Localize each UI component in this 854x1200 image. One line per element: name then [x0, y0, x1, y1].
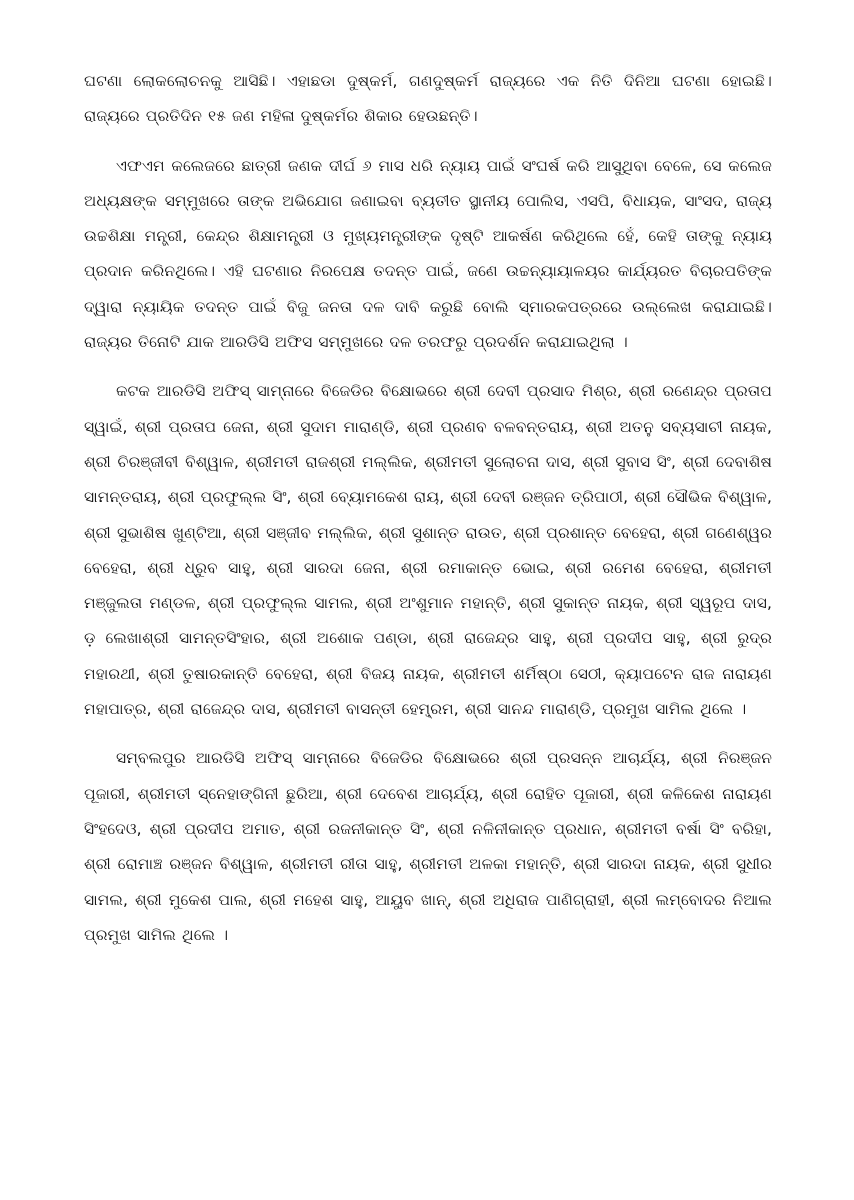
paragraph-gap: [84, 135, 772, 149]
paragraph-cuttack-protest: କଟକ ଆରଡିସି ଅଫିସ୍ ସାମ୍ନାରେ ବିଜେଡିର ବିକ୍ଷୋଭରେ ଶ୍ରୀ ଦେବୀ ପ୍ରସାଦ ମିଶ୍ର, ଶ୍ରୀ ରଣେନ୍ଦ୍ର ପ୍ରତାପ ସ୍ୱାଇଁ, ଶ୍ରୀ ପ୍ରତାପ ଜେନା, ଶ୍ରୀ ସୁଦାମ ମାରାଣ୍ଡି, ଶ୍ରୀ ପ୍ରଣବ ବଳବନ୍ତରାୟ, ଶ୍ରୀ ଅତନୁ ସବ୍ୟସାଚୀ ନାୟକ, ଶ୍ରୀ ଚିରଞ୍ଜୀବୀ ବିଶ୍ୱାଳ, ଶ୍ରୀମତୀ ରାଜଶ୍ରୀ ମଲ୍ଲିକ, ଶ୍ରୀମତୀ ସୁଲୋଚନା ଦାସ, ଶ୍ରୀ ସୁବାସ ସିଂ, ଶ୍ରୀ ଦେବାଶିଷ ସାମନ୍ତରାୟ, ଶ୍ରୀ ପ୍ରଫୁଲ୍ଲ ସିଂ, ଶ୍ରୀ ବ୍ୟୋମକେଶ ରାୟ, ଶ୍ରୀ ଦେବୀ ରଞ୍ଜନ ତ୍ରିପାଠୀ, ଶ୍ରୀ ସୌଭିକ ବିଶ୍ୱାଳ, ଶ୍ରୀ ସୁଭାଶିଷ ଖୁଣ୍ଟିଆ, ଶ୍ରୀ ସଞ୍ଜୀବ ମଲ୍ଲିକ, ଶ୍ରୀ ସୁଶାନ୍ତ ରାଉତ, ଶ୍ରୀ ପ୍ରଶାନ୍ତ ବେହେରା, ଶ୍ରୀ ଗଣେଶ୍ୱର ବେହେରା, ଶ୍ରୀ ଧ୍ରୁବ ସାହୁ, ଶ୍ରୀ ସାରଦା ଜେନା, ଶ୍ରୀ ରମାକାନ୍ତ ଭୋଇ, ଶ୍ରୀ ରମେଶ ବେହେରା, ଶ୍ରୀମତୀ ମଞ୍ଜୁଲତା ମଣ୍ଡଳ, ଶ୍ରୀ ପ୍ରଫୁଲ୍ଲ ସାମଲ, ଶ୍ରୀ ଅଂଶୁମାନ ମହାନ୍ତି, ଶ୍ରୀ ସୁକାନ୍ତ ନାୟକ, ଶ୍ରୀ ସ୍ୱରୂପ ଦାସ, ଡ଼ ଲେଖାଶ୍ରୀ ସାମନ୍ତସିଂହାର, ଶ୍ରୀ ଅଶୋକ ପଣ୍ଡା, ଶ୍ରୀ ରାଜେନ୍ଦ୍ର ସାହୁ, ଶ୍ରୀ ପ୍ରଦୀପ ସାହୁ, ଶ୍ରୀ ରୁଦ୍ର ମହାରଥୀ, ଶ୍ରୀ ତୁଷାରକାନ୍ତି ବେହେରା, ଶ୍ରୀ ବିଜୟ ନାୟକ, ଶ୍ରୀମତୀ ଶର୍ମିଷ୍ଠା ସେଠୀ, କ୍ୟାପଟେନ ରାଜ ନାରାୟଣ ମହାପାତ୍ର, ଶ୍ରୀ ରାଜେନ୍ଦ୍ର ଦାସ, ଶ୍ରୀମତୀ ବାସନ୍ତୀ ହେମ୍ବ୍ରମ, ଶ୍ରୀ ସାନନ୍ଦ ମାରାଣ୍ଡି, ପ୍ରମୁଖ ସାମିଲ ଥିଲେ ।: [84, 382, 772, 719]
paragraph-sambalpur-protest: ସମ୍ବଲପୁର ଆରଡିସି ଅଫିସ୍ ସାମ୍ନାରେ ବିଜେଡିର ବିକ୍ଷୋଭରେ ଶ୍ରୀ ପ୍ରସନ୍ନ ଆଚାର୍ଯ୍ୟ, ଶ୍ରୀ ନିରଞ୍ଜନ ପୂଜାରୀ, ଶ୍ରୀମତୀ ସ୍ନେହାଙ୍ଗିନୀ ଛୁରିଆ, ଶ୍ରୀ ଦେବେଶ ଆଚାର୍ଯ୍ୟ, ଶ୍ରୀ ରୋହିତ ପୂଜାରୀ, ଶ୍ରୀ କଳିକେଶ ନାରାୟଣ ସିଂହଦେଓ, ଶ୍ରୀ ପ୍ରଦୀପ ଅମାତ, ଶ୍ରୀ ରଜନୀକାନ୍ତ ସିଂ, ଶ୍ରୀ ନଳିନୀକାନ୍ତ ପ୍ରଧାନ, ଶ୍ରୀମତୀ ବର୍ଷା ସିଂ ବରିହା, ଶ୍ରୀ ରୋମାଞ୍ଚ ରଞ୍ଜନ ବିଶ୍ୱାଳ, ଶ୍ରୀମତୀ ରୀତା ସାହୁ, ଶ୍ରୀମତୀ ଅଳକା ମହାନ୍ତି, ଶ୍ରୀ ସାରଦା ନାୟକ, ଶ୍ରୀ ସୁଧୀର ସାମଲ, ଶ୍ରୀ ମୁକେଶ ପାଲ, ଶ୍ରୀ ମହେଶ ସାହୁ, ଆୟୁବ ଖାନ୍, ଶ୍ରୀ ଅଧିରାଜ ପାଣିଗ୍ରାହୀ, ଶ୍ରୀ ଲମ୍ବୋଦର ନିଆଲ ପ୍ରମୁଖ ସାମିଲ ଥିଲେ ।: [84, 749, 772, 944]
paragraph-gap: [84, 360, 772, 374]
paragraph-intro: ଘଟଣା ଲୋକଲୋଚନକୁ ଆସିଛି। ଏହାଛଡା ଦୁଷ୍କର୍ମ, ଗଣଦୁଷ୍କର୍ମ ରାଜ୍ୟରେ ଏକ ନିତି ଦିନିଆ ଘଟଣା ହୋଇଛି। ରାଜ୍ୟରେ ପ୍ରତିଦିନ ୧୫ ଜଣ ମହିଳା ଦୁଷ୍କର୍ମର ଶିକାର ହେଉଛନ୍ତି।: [84, 72, 772, 126]
paragraph-fm-college: ଏଫଏମ କଲେଜରେ ଛାତ୍ରୀ ଜଣକ ଦୀର୍ଘ ୬ ମାସ ଧରି ନ୍ୟାୟ ପାଇଁ ସଂଘର୍ଷ କରି ଆସୁଥିବା ବେଳେ, ସେ କଲେଜ ଅଧ୍ୟକ୍ଷଙ୍କ ସମ୍ମୁଖରେ ତାଙ୍କ ଅଭିଯୋଗ ଜଣାଇବା ବ୍ୟତୀତ ସ୍ଥାନୀୟ ପୋଲିସ, ଏସପି, ବିଧାୟକ, ସାଂସଦ, ରାଜ୍ୟ ଉଚ୍ଚଶିକ୍ଷା ମନ୍ତ୍ରୀ, କେନ୍ଦ୍ର ଶିକ୍ଷାମନ୍ତ୍ରୀ ଓ ମୁଖ୍ୟମନ୍ତ୍ରୀଙ୍କ ଦୃଷ୍ଟି ଆକର୍ଷଣ କରିଥିଲେ ହେଁ, କେହି ତାଙ୍କୁ ନ୍ୟାୟ ପ୍ରଦାନ କରିନଥିଲେ। ଏହି ଘଟଣାର ନିରପେକ୍ଷ ତଦନ୍ତ ପାଇଁ, ଜଣେ ଉଚ୍ଚନ୍ୟାୟାଳୟର କାର୍ଯ୍ୟରତ ବିଚାରପତିଙ୍କ ଦ୍ୱାରା ନ୍ୟାୟିକ ତଦନ୍ତ ପାଇଁ ବିଜୁ ଜନତା ଦଳ ଦାବି କରୁଛି ବୋଲି ସ୍ମାରକପତ୍ରରେ ଉଲ୍ଲେଖ କରାଯାଇଛି। ରାଜ୍ୟର ତିନୋଟି ଯାକ ଆରଡିସି ଅଫିସ ସମ୍ମୁଖରେ ଦଳ ତରଫରୁ ପ୍ରଦର୍ଶନ କରାଯାଇଥିଲା ।: [84, 156, 772, 352]
paragraph-gap: [84, 727, 772, 741]
